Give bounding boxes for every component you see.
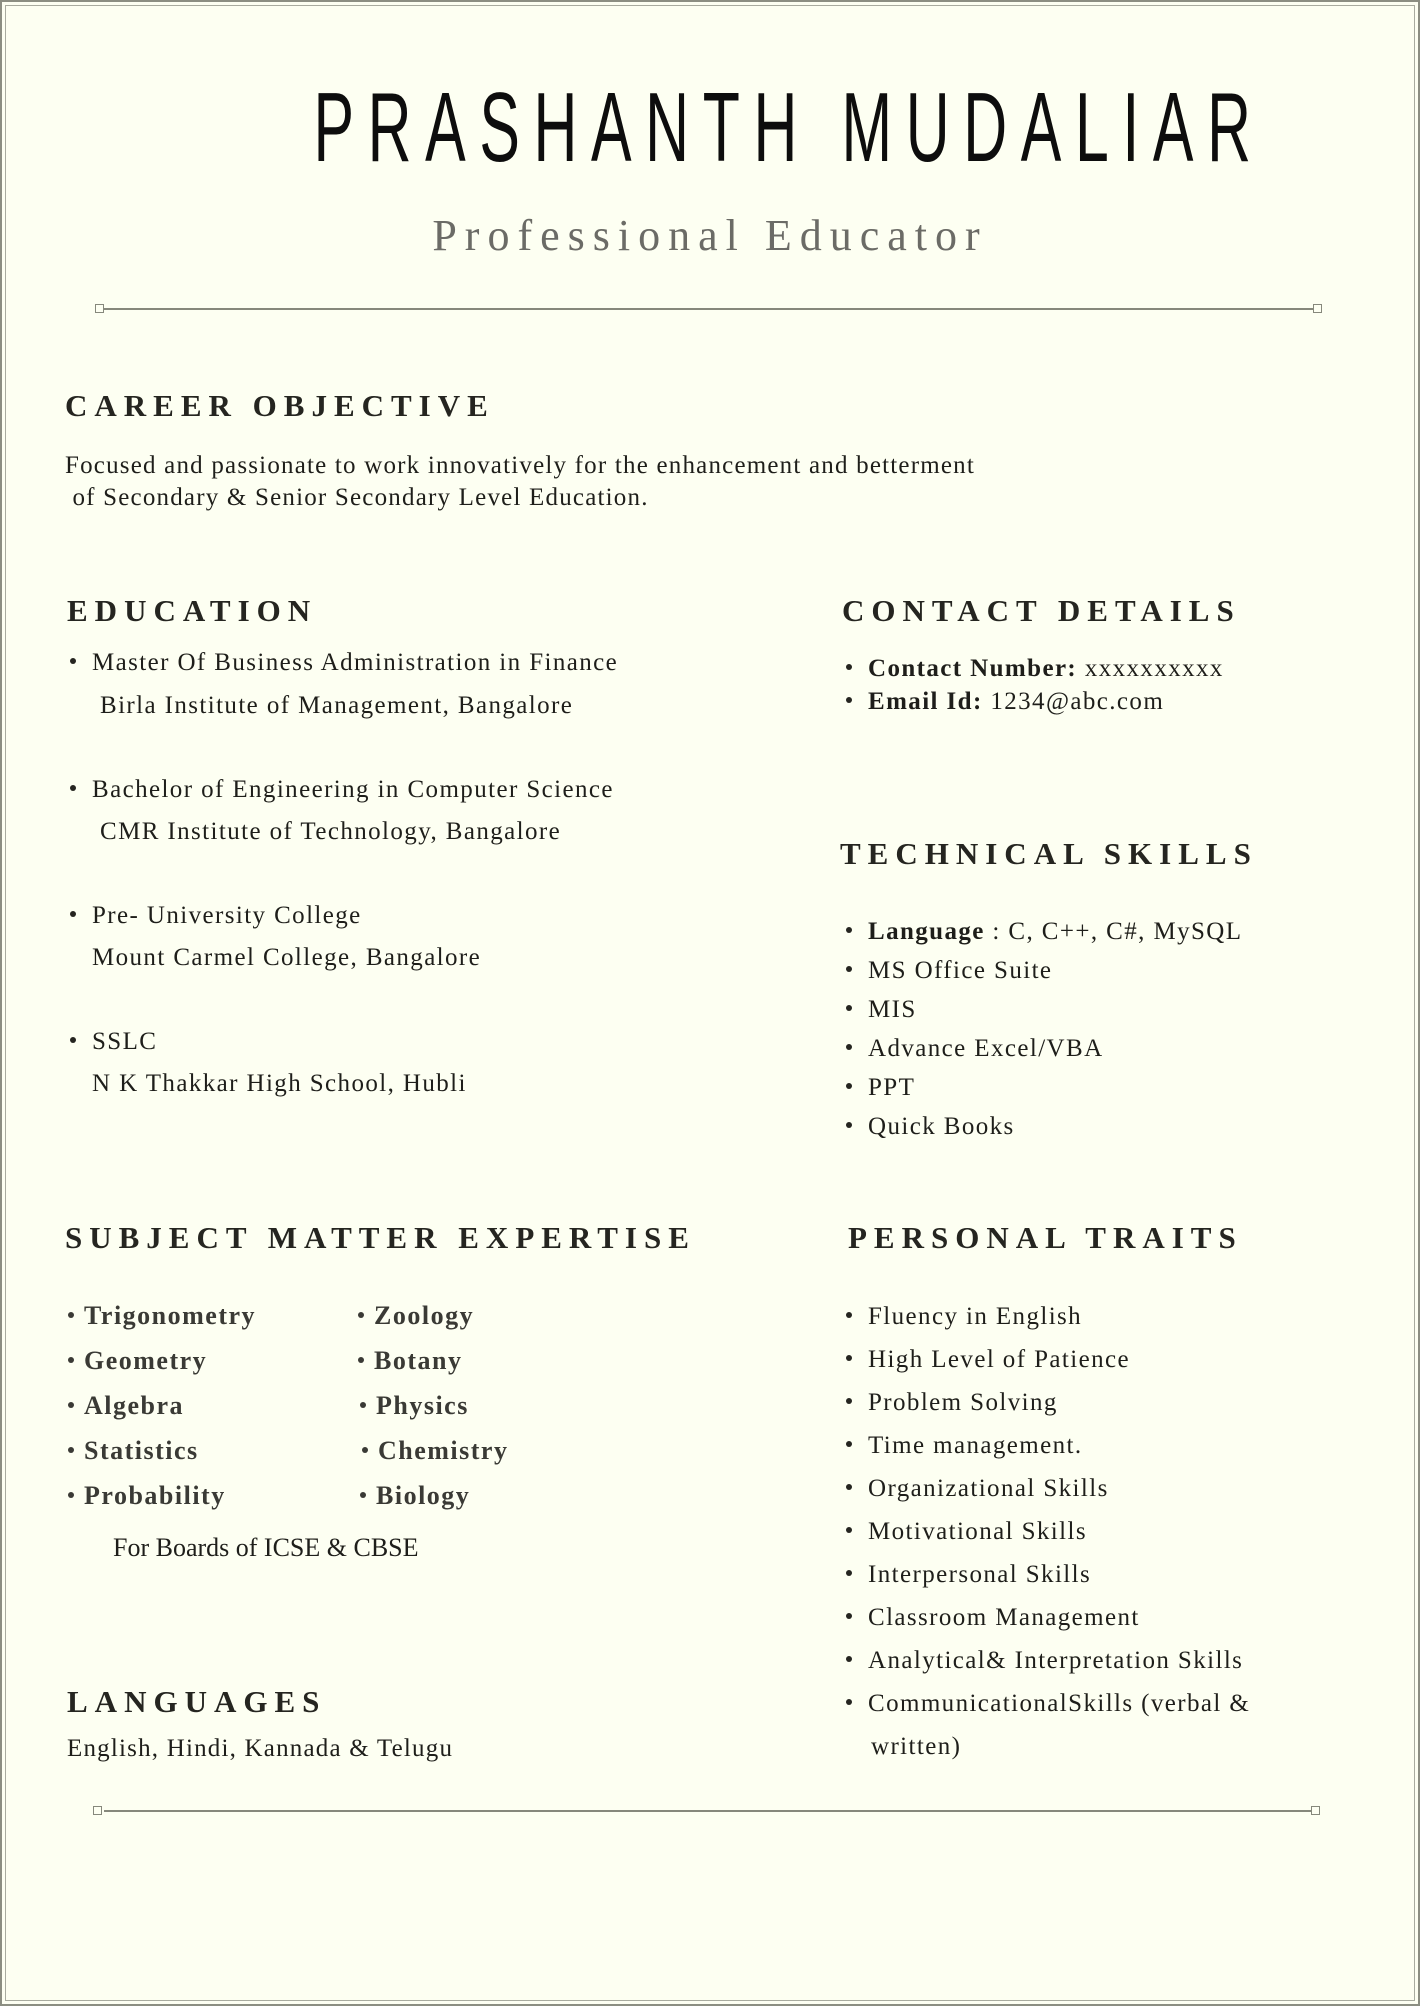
trait-item	[846, 1647, 1243, 1675]
bullet-icon	[846, 1312, 852, 1318]
bullet-icon	[846, 1441, 852, 1447]
career-objective-heading: CAREER OBJECTIVE	[65, 388, 495, 423]
contact-heading: CONTACT DETAILS	[842, 593, 1241, 628]
bullet-icon	[846, 1699, 852, 1705]
subject-item	[68, 1436, 199, 1466]
bullet-icon	[846, 1398, 852, 1404]
bullet-icon	[68, 1492, 74, 1498]
subject-text: Physics	[376, 1391, 469, 1420]
trait-item	[846, 1303, 1082, 1331]
bullet-icon	[362, 1447, 368, 1453]
education-item-institution: Mount Carmel College, Bangalore	[92, 944, 482, 971]
subject-item	[68, 1391, 184, 1421]
contact-phone	[846, 655, 1224, 683]
technical-skill-item	[846, 957, 1052, 985]
subject-item	[68, 1346, 207, 1376]
subject-item	[362, 1436, 508, 1466]
trait-text: Analytical& Interpretation Skills	[868, 1647, 1244, 1674]
bullet-icon	[70, 911, 76, 917]
contact-email-label: Email Id:	[868, 688, 983, 715]
subject-text: Trigonometry	[84, 1301, 257, 1330]
subject-text: Statistics	[84, 1436, 199, 1465]
trait-text: Organizational Skills	[868, 1475, 1109, 1502]
bullet-icon	[360, 1492, 366, 1498]
subject-item	[358, 1301, 474, 1331]
degree-text: Pre- University College	[92, 902, 362, 929]
bottom-divider-left-end	[93, 1806, 102, 1815]
bullet-icon	[358, 1312, 364, 1318]
subject-text: Biology	[376, 1481, 471, 1510]
bullet-icon	[846, 664, 852, 670]
skill-text: Advance Excel/VBA	[868, 1035, 1104, 1062]
bullet-icon	[846, 1122, 852, 1128]
bullet-icon	[846, 1355, 852, 1361]
trait-item	[846, 1518, 1087, 1546]
bullet-icon	[846, 1613, 852, 1619]
degree-text: SSLC	[92, 1028, 158, 1055]
trait-item	[846, 1690, 1250, 1718]
top-divider	[104, 308, 1314, 310]
bullet-icon	[70, 785, 76, 791]
bullet-icon	[68, 1402, 74, 1408]
subject-text: Zoology	[374, 1301, 475, 1330]
trait-text: Interpersonal Skills	[868, 1561, 1092, 1588]
degree-text: Master Of Business Administration in Finance	[92, 649, 619, 676]
trait-text: Fluency in English	[868, 1303, 1083, 1330]
subject-boards-note: For Boards of ICSE & CBSE	[113, 1533, 419, 1562]
education-item-degree	[70, 649, 618, 677]
contact-phone-value: xxxxxxxxxx	[1077, 655, 1224, 682]
resume-name	[0, 72, 1420, 182]
bullet-icon	[68, 1357, 74, 1363]
skill-text: PPT	[868, 1074, 916, 1101]
bullet-icon	[846, 1527, 852, 1533]
technical-skill-item	[846, 996, 917, 1024]
bullet-icon	[846, 1044, 852, 1050]
name-text: PRASHANTH MUDALIAR	[313, 72, 1265, 182]
bullet-icon	[70, 658, 76, 664]
education-item-institution: CMR Institute of Technology, Bangalore	[100, 818, 562, 845]
contact-email	[846, 688, 1164, 716]
subject-item	[360, 1481, 470, 1511]
trait-item-continuation: written)	[871, 1733, 962, 1760]
bullet-icon	[846, 697, 852, 703]
trait-text: High Level of Patience	[868, 1346, 1130, 1373]
education-item-degree	[70, 776, 614, 804]
technical-skill-language	[846, 918, 1242, 946]
subject-text: Geometry	[84, 1346, 208, 1375]
technical-skill-item	[846, 1035, 1104, 1063]
trait-item	[846, 1346, 1130, 1374]
career-objective-line-2: of Secondary & Senior Secondary Level Education.	[65, 484, 649, 511]
skill-text: MS Office Suite	[868, 957, 1053, 984]
bullet-icon	[360, 1402, 366, 1408]
languages-heading: LANGUAGES	[67, 1684, 327, 1719]
skill-text: Quick Books	[868, 1113, 1015, 1140]
personal-traits-heading: PERSONAL TRAITS	[848, 1220, 1243, 1255]
education-item-degree	[70, 902, 362, 930]
technical-skills-heading: TECHNICAL SKILLS	[840, 836, 1258, 871]
top-divider-left-end	[95, 304, 104, 313]
language-value: : C, C++, C#, MySQL	[984, 918, 1243, 945]
career-objective-line-1: Focused and passionate to work innovatively for the enhancement and betterment	[65, 452, 976, 479]
bullet-icon	[846, 966, 852, 972]
subject-text: Botany	[374, 1346, 463, 1375]
bullet-icon	[846, 1656, 852, 1662]
education-item-institution: Birla Institute of Management, Bangalore	[100, 692, 574, 719]
bullet-icon	[846, 1083, 852, 1089]
trait-text: CommunicationalSkills (verbal &	[868, 1690, 1251, 1717]
top-divider-right-end	[1313, 304, 1322, 313]
bullet-icon	[846, 1484, 852, 1490]
technical-skill-item	[846, 1113, 1015, 1141]
bullet-icon	[68, 1447, 74, 1453]
trait-text: Problem Solving	[868, 1389, 1058, 1416]
education-item-degree	[70, 1028, 157, 1056]
subject-text: Probability	[84, 1481, 226, 1510]
bullet-icon	[358, 1357, 364, 1363]
contact-email-value: 1234@abc.com	[982, 688, 1165, 715]
trait-item	[846, 1475, 1109, 1503]
contact-phone-label: Contact Number:	[868, 655, 1078, 682]
subject-item	[68, 1481, 226, 1511]
trait-item	[846, 1389, 1058, 1417]
bullet-icon	[846, 1005, 852, 1011]
bullet-icon	[68, 1312, 74, 1318]
bullet-icon	[846, 1570, 852, 1576]
subject-item	[360, 1391, 469, 1421]
bullet-icon	[846, 927, 852, 933]
technical-skill-item	[846, 1074, 915, 1102]
bullet-icon	[70, 1037, 76, 1043]
education-heading: EDUCATION	[67, 593, 318, 628]
subject-text: Algebra	[84, 1391, 185, 1420]
education-item-institution: N K Thakkar High School, Hubli	[92, 1070, 467, 1097]
subject-text: Chemistry	[378, 1436, 509, 1465]
language-label: Language	[868, 918, 985, 945]
trait-item	[846, 1604, 1140, 1632]
degree-text: Bachelor of Engineering in Computer Science	[92, 776, 614, 803]
bottom-divider	[104, 1810, 1312, 1812]
trait-item	[846, 1561, 1091, 1589]
trait-item	[846, 1432, 1083, 1460]
skill-text: MIS	[868, 996, 917, 1023]
trait-text: Time management.	[868, 1432, 1083, 1459]
subject-item	[68, 1301, 256, 1331]
subject-item	[358, 1346, 462, 1376]
bottom-divider-right-end	[1311, 1806, 1320, 1815]
languages-text: English, Hindi, Kannada & Telugu	[67, 1735, 454, 1762]
job-title: Professional Educator	[432, 211, 988, 260]
trait-text: Classroom Management	[868, 1604, 1140, 1631]
subject-expertise-heading: SUBJECT MATTER EXPERTISE	[65, 1220, 696, 1255]
trait-text: Motivational Skills	[868, 1518, 1087, 1545]
